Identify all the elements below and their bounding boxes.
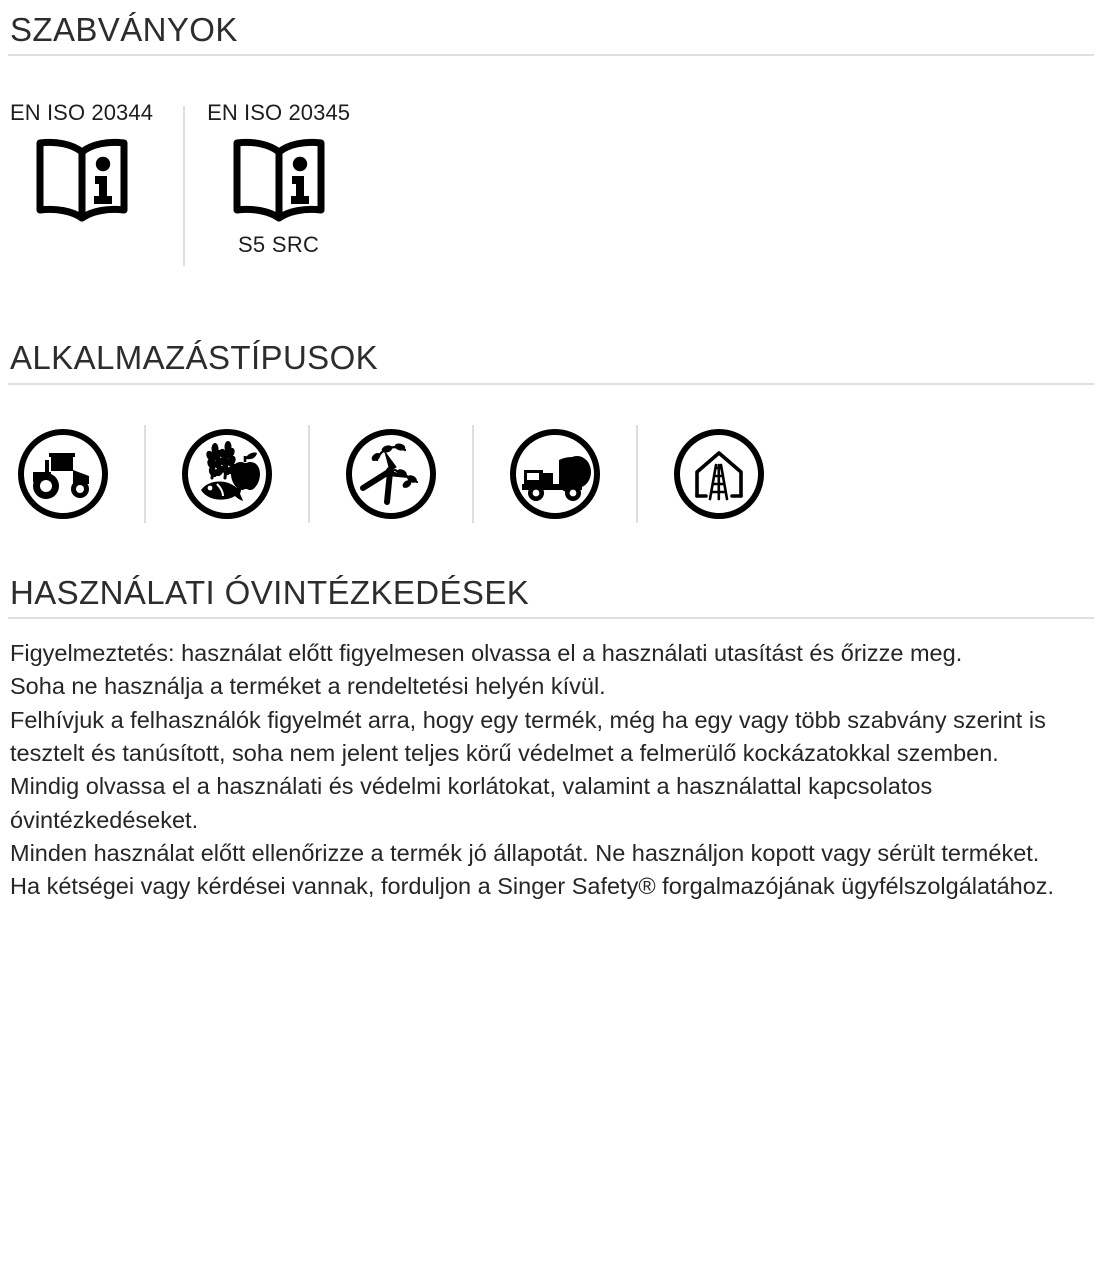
application-type-agriculture <box>8 426 118 522</box>
precaution-paragraph: Mindig olvassa el a használati és védelmi korlátokat, valamint a használattal kapcsolatos óvintézkedéseket. <box>10 773 933 833</box>
section-spacer-2 <box>8 523 1094 575</box>
standard-code: EN ISO 20345 <box>207 100 351 126</box>
application-type-gardening <box>336 426 446 522</box>
cement-mixer-truck-icon <box>507 426 603 522</box>
precautions-heading-rule <box>8 617 1094 619</box>
standard-item-en-iso-20344 <box>8 100 183 222</box>
application-type-construction <box>500 426 610 522</box>
precaution-paragraph: Minden használat előtt ellenőrizze a termék jó állapotát. Ne használjon kopott vagy sérült terméket. <box>10 840 1040 867</box>
pruning-shears-garden-icon <box>343 426 439 522</box>
application-divider <box>472 425 474 523</box>
section-spacer-1 <box>8 266 1094 340</box>
application-types-section <box>8 340 1094 522</box>
precaution-paragraph: Felhívjuk a felhasználók figyelmét arra, hogy egy termék, még ha egy vagy több szabvány szerint is tesztelt és tanúsított, soha nem jelent teljes körű védelmet a felmerülő kockázatokkal szemben. <box>10 706 1046 766</box>
application-types-list <box>8 425 1094 523</box>
house-ladder-diy-icon <box>671 426 767 522</box>
instruction-manual-icon <box>32 138 132 222</box>
standards-heading: SZABVÁNYOK <box>10 11 238 48</box>
application-types-heading-rule <box>8 383 1094 385</box>
standards-list <box>8 100 1094 266</box>
standard-sub-label: S5 SRC <box>237 232 320 258</box>
precautions-section <box>8 575 1094 904</box>
precaution-paragraph: Ha kétségei vagy kérdései vannak, forduljon a Singer Safety® forgalmazójának ügyfélszolgálatához. <box>10 873 1055 900</box>
precaution-paragraph: Figyelmeztetés: használat előtt figyelmesen olvassa el a használati utasítást és őrizze meg. <box>10 639 963 666</box>
standard-item-en-iso-20345 <box>185 100 372 258</box>
precautions-heading: HASZNÁLATI ÓVINTÉZKEDÉSEK <box>10 573 530 611</box>
precaution-paragraph: Soha ne használja a terméket a rendeltetési helyén kívül. <box>10 673 606 700</box>
application-divider <box>144 425 146 523</box>
application-types-heading: ALKALMAZÁSTÍPUSOK <box>10 339 379 377</box>
instruction-manual-icon <box>229 138 329 222</box>
standard-code: EN ISO 20344 <box>10 100 154 126</box>
agrifood-fish-wheat-apple-icon <box>179 426 275 522</box>
tractor-agriculture-icon <box>15 426 111 522</box>
application-divider <box>636 425 638 523</box>
application-type-diy <box>664 426 774 522</box>
application-type-agrifood <box>172 426 282 522</box>
application-divider <box>308 425 310 523</box>
standards-heading-rule <box>8 54 1094 56</box>
standards-section <box>8 12 1094 266</box>
precautions-text <box>8 637 1094 904</box>
